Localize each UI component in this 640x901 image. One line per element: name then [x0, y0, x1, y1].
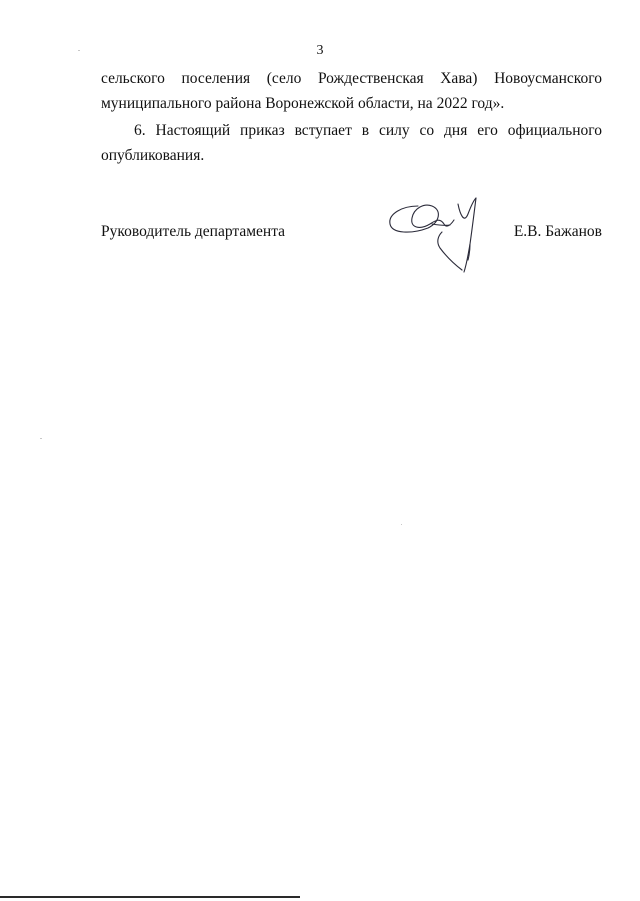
- page-number: 3: [316, 43, 324, 58]
- paragraph-continuation: [101, 66, 602, 116]
- scan-edge-line: [0, 896, 300, 898]
- paragraph-line: сельского поселения (село Рождественская Хава) Новоусманского: [101, 70, 602, 87]
- handwritten-signature: [384, 194, 494, 294]
- paragraph-line: муниципального района Воронежской области, на 2022 год».: [101, 95, 505, 112]
- scan-artifact: [40, 438, 42, 439]
- signature-block: [101, 222, 602, 302]
- paragraph-item-6: [101, 118, 602, 168]
- scan-artifact: [78, 50, 80, 51]
- scan-artifact: [401, 524, 402, 525]
- paragraph-line: опубликования.: [101, 147, 205, 164]
- signer-name: Е.В. Бажанов: [513, 223, 602, 240]
- signer-title: Руководитель департамента: [101, 223, 286, 240]
- paragraph-line: 6. Настоящий приказ вступает в силу со дня его официального: [134, 122, 602, 139]
